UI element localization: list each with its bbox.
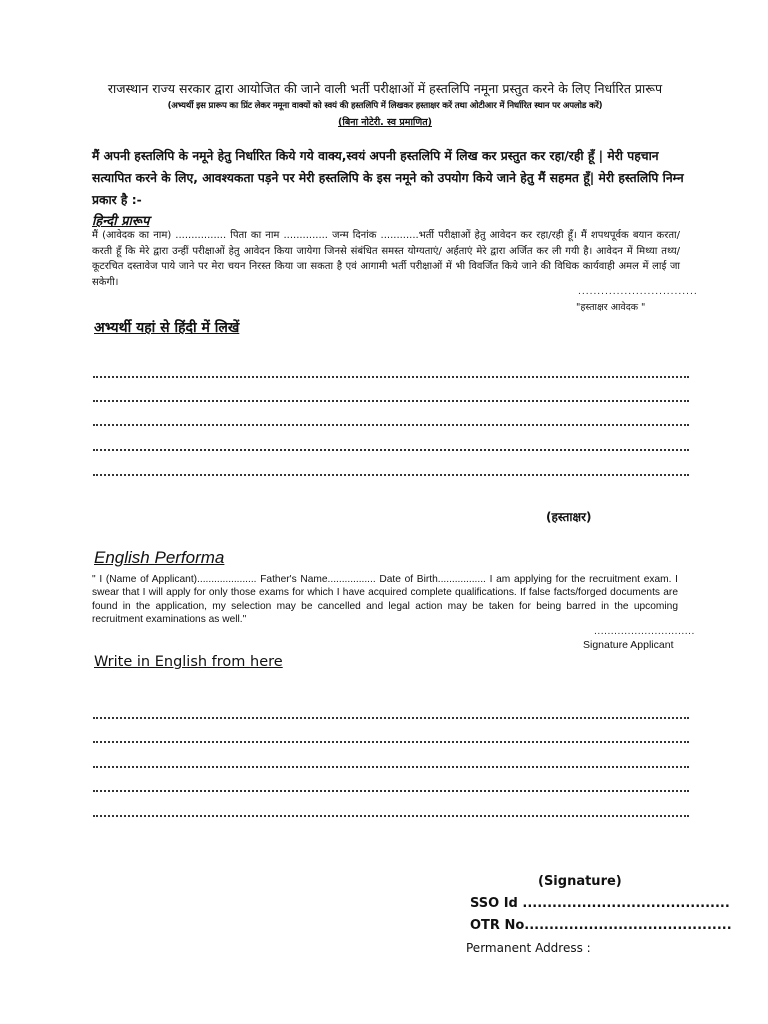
english-format-heading: English Performa — [94, 548, 225, 567]
hindi-writing-line[interactable] — [93, 376, 689, 378]
english-sample-signature-line: .............................. — [594, 627, 695, 637]
form-title: राजस्थान राज्य सरकार द्वारा आयोजित की जाने वाली भर्ती परीक्षाओं में हस्तलिपि नमूना प्रस्तुत करने के लिए निर्धारित प्रारूप — [107, 81, 663, 96]
declaration-intro: मैं अपनी हस्तलिपि के नमूने हेतु निर्धारित किये गये वाक्य,स्वयं अपनी हस्तलिपि में लिख कर प्रस्तुत कर रहा/रही हूँ | मेरी पहचान सत्यापित करने के लिए, आवश्यकता पड़ने पर मेरी हस्तलिपि के इस नमूने को उपयोग किये जाने हेतु मैं सहमत हूँ| मेरी हस्तलिपि निम्न प्रकार है :- — [92, 149, 684, 207]
signature-label: (Signature) — [538, 874, 622, 889]
english-write-here-heading: Write in English from here — [94, 654, 283, 670]
permanent-address-label: Permanent Address : — [466, 941, 591, 955]
english-writing-line[interactable] — [93, 815, 689, 817]
hindi-write-here-heading: अभ्यर्थी यहां से हिंदी में लिखें — [94, 320, 240, 336]
self-attested-note — [70, 115, 700, 128]
english-writing-line[interactable] — [93, 717, 689, 719]
hindi-sample-signature-line: ............................... — [578, 287, 698, 297]
hindi-sample-signature-label: "हस्ताक्षर आवेदक " — [576, 302, 646, 313]
hindi-writing-line[interactable] — [93, 424, 689, 426]
hindi-declaration-text: मैं (आवेदक का नाम) ................ पिता का नाम .............. जन्म दिनांक ............भर्ती परीक्षाओं हेतु आवेदन कर रहा/रही हूँ। मैं शपथपूर्वक बयान करता/करती हूँ कि मेरे द्वारा उन्हीं परीक्षाओं हेतु आवेदन किया जायेगा जिनसे संबंधित समस्त योग्यताएं/ अर्हताएं मेरे द्वारा अर्जित कर ली गयी है। आवेदन में मिथ्या तथ्य/कूटरचित दस्तावेज पाये जाने पर मेरा चयन निरस्त किया जा सकता है एवं आगामी भर्ती परीक्षाओं में भी विवर्जित किये जाने की विधिक कार्यवाही अमल में लाई जा सकेगी। — [92, 230, 680, 288]
hindi-signature-label: (हस्ताक्षर) — [546, 510, 592, 524]
self-attested-text: (बिना नोटेरी. स्व प्रमाणित) — [338, 117, 432, 128]
hindi-format-heading: हिन्दी प्रारूप — [92, 214, 150, 229]
hindi-writing-line[interactable] — [93, 400, 689, 402]
english-writing-line[interactable] — [93, 790, 689, 792]
hindi-writing-line[interactable] — [93, 474, 689, 476]
english-sample-signature-label: Signature Applicant — [583, 639, 674, 651]
english-declaration-text: " I (Name of Applicant)..................... Father's Name................. Date of Birth................. I am applying for the recruitment exam. I swear that I will apply for only those exams for which I have acquired complete qualifications. If false facts/forged documents are found in the application, my selection may be cancelled and legal action may be taken for being barred in the upcoming recruitment examinations as well." — [92, 574, 678, 626]
form-instructions: (अभ्यर्थी इस प्रारूप का प्रिंट लेकर नमूना वाक्यों को स्वयं की हस्तलिपि में लिखकर हस्ताक्षर करें तथा ओटीआर में निर्धारित स्थान पर अपलोड करें) — [167, 101, 603, 111]
english-writing-line[interactable] — [93, 741, 689, 743]
english-writing-line[interactable] — [93, 766, 689, 768]
sso-id-field[interactable]: SSO Id .......................................... — [470, 896, 730, 911]
hindi-writing-line[interactable] — [93, 449, 689, 451]
otr-number-field[interactable]: OTR No.......................................... — [470, 918, 732, 933]
